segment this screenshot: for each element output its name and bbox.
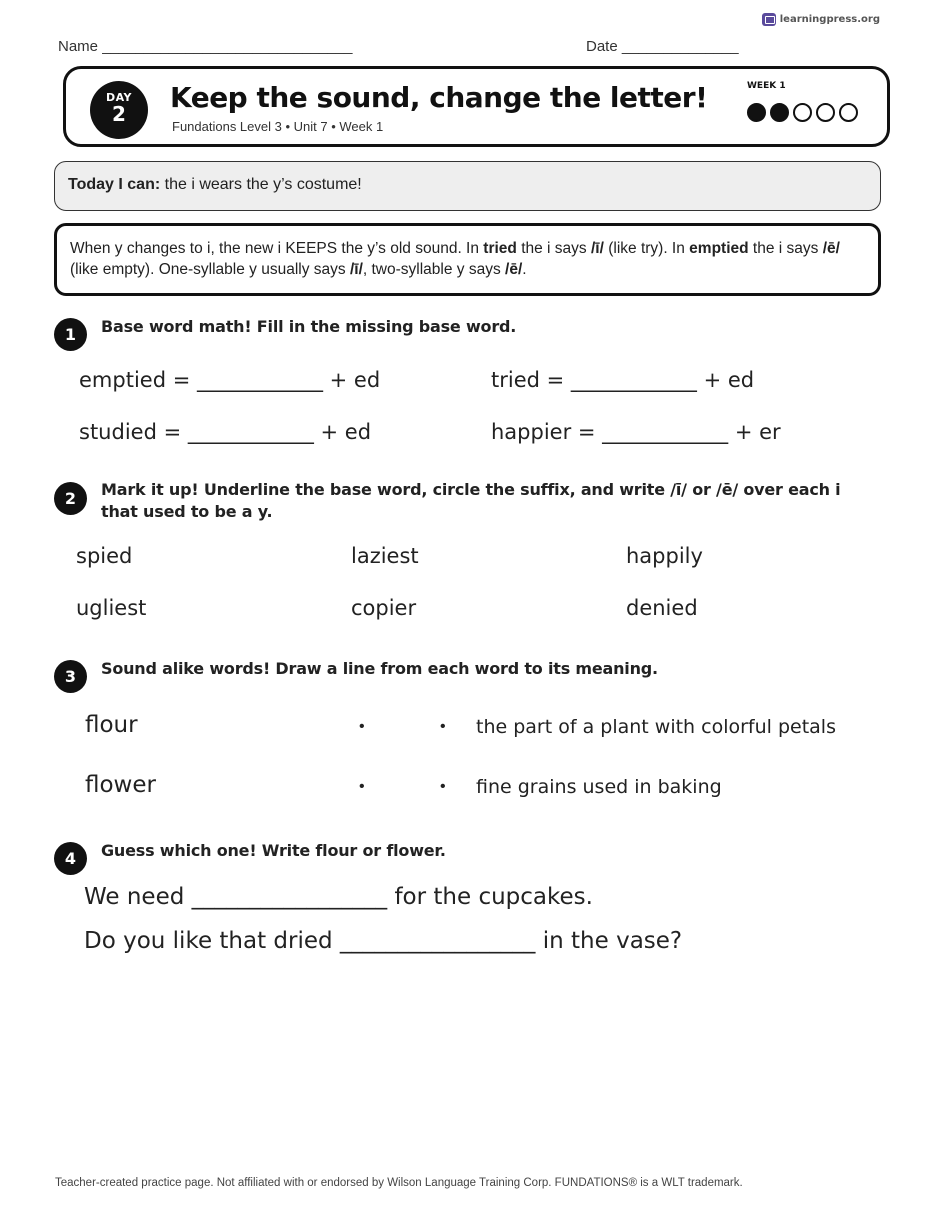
day-number: 2 [112, 102, 126, 126]
today-lead: Today I can: [68, 176, 161, 193]
match-meaning: the part of a plant with colorful petals [476, 716, 836, 738]
lesson-header [63, 66, 890, 147]
mark-word[interactable]: happily [626, 544, 703, 568]
rule-text: the i says [516, 240, 591, 257]
day-label: DAY [105, 91, 133, 104]
match-dot[interactable]: • [359, 718, 365, 735]
date-label: Date [586, 38, 618, 55]
question-3-title: Sound alike words! Draw a line from each word to its meaning. [101, 659, 658, 678]
week-progress [747, 103, 858, 122]
match-dot[interactable]: • [440, 778, 446, 795]
progress-dot-empty [816, 103, 835, 122]
fill-sentence[interactable]: We need _________________ for the cupcakes. [84, 884, 593, 910]
date-blank[interactable]: ______________ [621, 38, 739, 55]
match-dot[interactable]: • [440, 718, 446, 735]
question-4-title: Guess which one! Write flour or flower. [101, 841, 446, 860]
base-word-item[interactable]: happier = ____________ + er [491, 420, 781, 444]
name-label: Name [58, 38, 99, 55]
base-word-item[interactable]: tried = ____________ + ed [491, 368, 755, 392]
question-4-number: 4 [54, 842, 87, 875]
match-dot[interactable]: • [359, 778, 365, 795]
match-word: flower [85, 772, 156, 798]
rule-sound: /ē/ [505, 261, 523, 278]
today-i-can [54, 161, 881, 211]
mark-word[interactable]: laziest [351, 544, 419, 568]
today-text: the i wears the y’s costume! [164, 176, 362, 193]
page-title: Keep the sound, change the letter! [170, 81, 708, 114]
question-1-title: Base word math! Fill in the missing base word. [101, 317, 517, 336]
question-2-number: 2 [54, 482, 87, 515]
match-word: flour [85, 712, 138, 738]
rule-sound: /ī/ [349, 261, 363, 278]
name-blank[interactable]: ______________________________ [102, 38, 353, 55]
rule-text: (like try). In [603, 240, 690, 257]
rule-text: , two-syllable y says [362, 261, 506, 278]
mark-word[interactable]: spied [76, 544, 133, 568]
progress-dot-filled [747, 103, 766, 122]
rule-sound: /ī/ [590, 240, 604, 257]
question-2-title: Mark it up! Underline the base word, circle the suffix, and write /ī/ or /ē/ over each i that used to be a y. [101, 480, 841, 521]
rule-text: . [522, 261, 527, 278]
footer-disclaimer: Teacher-created practice page. Not affiliated with or endorsed by Wilson Language Training Corp. FUNDATIONS® is a WLT trademark. [55, 1177, 743, 1189]
mark-word[interactable]: copier [351, 596, 417, 620]
brand [762, 13, 880, 26]
match-meaning: fine grains used in baking [476, 776, 722, 798]
base-word-item[interactable]: emptied = ____________ + ed [79, 368, 381, 392]
mark-word[interactable]: ugliest [76, 596, 147, 620]
question-3-number: 3 [54, 660, 87, 693]
book-icon [762, 13, 776, 26]
question-1-number: 1 [54, 318, 87, 351]
base-word-item[interactable]: studied = ____________ + ed [79, 420, 372, 444]
rule-word-emptied: emptied [689, 240, 749, 257]
date-field [586, 38, 739, 55]
progress-dot-filled [770, 103, 789, 122]
progress-dot-empty [793, 103, 812, 122]
mark-word[interactable]: denied [626, 596, 698, 620]
fill-sentence[interactable]: Do you like that dried _________________ in the vase? [84, 928, 683, 954]
page-subtitle: Fundations Level 3 • Unit 7 • Week 1 [172, 119, 384, 134]
name-field [58, 38, 352, 55]
rule-text: When y changes to i, the new i KEEPS the y’s old sound. In [70, 240, 484, 257]
rule-text: (like empty). One-syllable y usually says [70, 261, 350, 278]
rule-text: the i says [748, 240, 823, 257]
week-label: WEEK 1 [747, 81, 786, 91]
progress-dot-empty [839, 103, 858, 122]
rule-box [54, 223, 881, 296]
brand-name: learningpress.org [779, 14, 880, 25]
day-badge [90, 81, 148, 139]
rule-sound: /ē/ [822, 240, 840, 257]
rule-word-tried: tried [483, 240, 517, 257]
